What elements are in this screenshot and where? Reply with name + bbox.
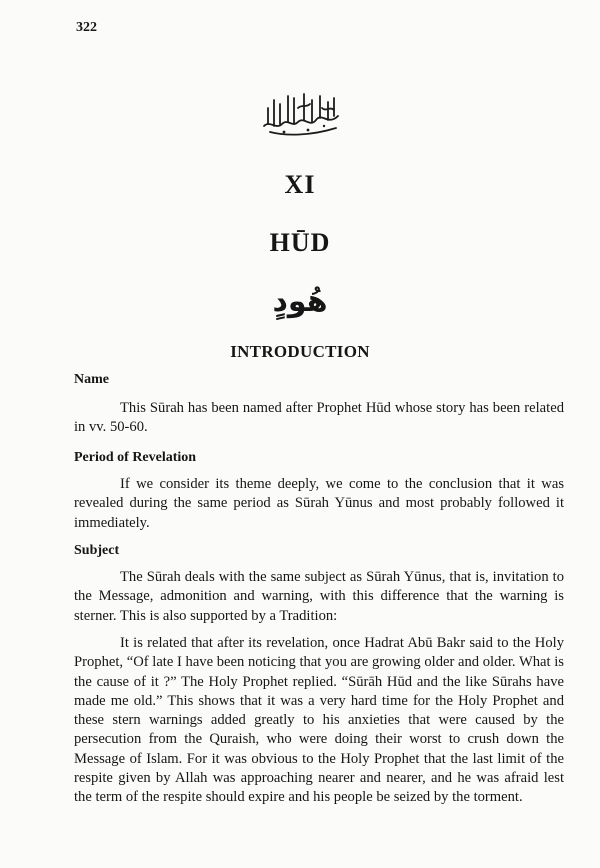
surah-name-arabic: هُودٍ	[272, 284, 328, 319]
surah-name: HŪD	[269, 228, 331, 257]
section-heading-period: Period of Revelation	[74, 450, 197, 465]
subject-paragraph-2: It is related that after its revelation, once Hadrat Abū Bakr said to the Holy Prophet, “Of late I have been noticing that you are growing older and older. What is the cause of it ?” The Holy Prophet replied. “Sūrāh Hūd and the like Sūrahs have made me old.” This shows that it was a very hard time for the Holy Prophet and these stern warnings added greatly to his anxieties that were caused by the persecution from the Quraish, who were doing their worst to crush down the Message of Islam. For it was obvious to the Holy Prophet that the last limit of the respite given by Allah was approaching nearer and nearer, and he was afraid lest the term of the respite should expire and his people be seized by the torment.	[74, 635, 564, 806]
bismillah-calligraphy	[258, 86, 344, 138]
surah-number: XI	[284, 170, 316, 199]
name-paragraph: This Sūrah has been named after Prophet Hūd whose story has been related in vv. 50-60.	[74, 400, 564, 436]
introduction-heading: INTRODUCTION	[230, 342, 370, 361]
subject-paragraph-1: The Sūrah deals with the same subject as Sūrah Yūnus, that is, invitation to the Message, admonition and warning, with this difference that the warning is sterner. This is also supported by a Tradition:	[74, 569, 564, 624]
section-heading-subject: Subject	[74, 543, 120, 558]
period-paragraph: If we consider its theme deeply, we come to the conclusion that it was revealed during the same period as Sūrah Yūnus and most probably followed it immediately.	[74, 476, 564, 531]
section-heading-name: Name	[74, 372, 109, 387]
page-number: 322	[76, 20, 97, 35]
